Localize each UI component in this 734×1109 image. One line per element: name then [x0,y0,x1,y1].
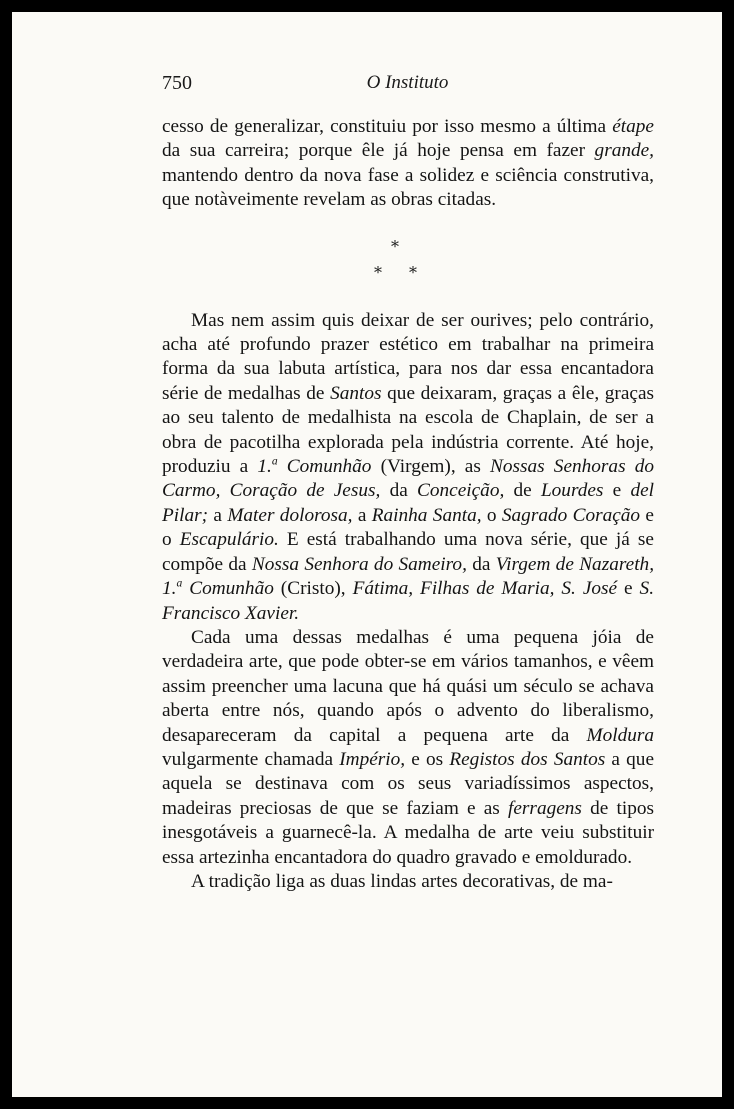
book-page [12,12,722,1097]
paragraph-3: Cada uma dessas medalhas é uma pequena jóia de verdadeira arte, que pode obter-se em vários tamanhos, e vêem assim preencher uma lacuna que há quási um século se achava aberta entre nós, quando após o advento do liberalismo, desapareceram da capital a pequena arte da Moldura vulgarmente chamada Império, e os Registos dos Santos a que aquela se destinava com os seus variadíssimos aspectos, madeiras preciosas de que se faziam e as ferragens de tipos inesgotáveis a guarnecê-la. A medalha de arte veiu substituir essa artezinha encantadora do quadro gravado e emoldurado. [162,626,654,868]
page-header [162,72,653,102]
running-title: O Instituto [366,72,449,93]
page-number: 750 [162,72,192,94]
page-body [162,115,654,894]
asterisk: * [374,262,382,282]
asterisk: * [391,236,399,256]
asterisk: * [409,262,417,282]
paragraph-4: A tradição liga as duas lindas artes decorativas, de ma- [191,870,613,892]
paragraph-2: Mas nem assim quis deixar de ser ourives; pelo contrário, acha até profundo prazer estético em trabalhar na primeira forma da sua labuta artística, para nos dar essa encantadora série de medalhas de Santos que deixaram, graças a êle, graças ao seu talento de medalhista na escola de Chaplain, de ser a obra de pacotilha explorada pela indústria corrente. Até hoje, produziu a 1.$^a$ Comunhão (Virgem), as Nossas Senhoras do Carmo, Coração de Jesus, da Conceição, de Lourdes e del Pilar; a Mater dolorosa, a Rainha Santa, o Sagrado Coração e o Escapulário. E está trabalhando uma nova série, que já se compõe da Nossa Senhora do Sameiro, da Virgem de Nazareth, 1.$^a$ Comunhão (Cristo), Fátima, Filhas de Maria, S. José e S. Francisco Xavier. [162,309,655,624]
paragraph-1: cesso de generalizar, constituiu por isso mesmo a última étape da sua carreira; porque êle já hoje pensa em fazer grande, mantendo dentro da nova fase a solidez e sciência construtiva, que notàveimente revelam as obras citadas. [162,116,654,211]
asterism-divider [162,227,654,299]
